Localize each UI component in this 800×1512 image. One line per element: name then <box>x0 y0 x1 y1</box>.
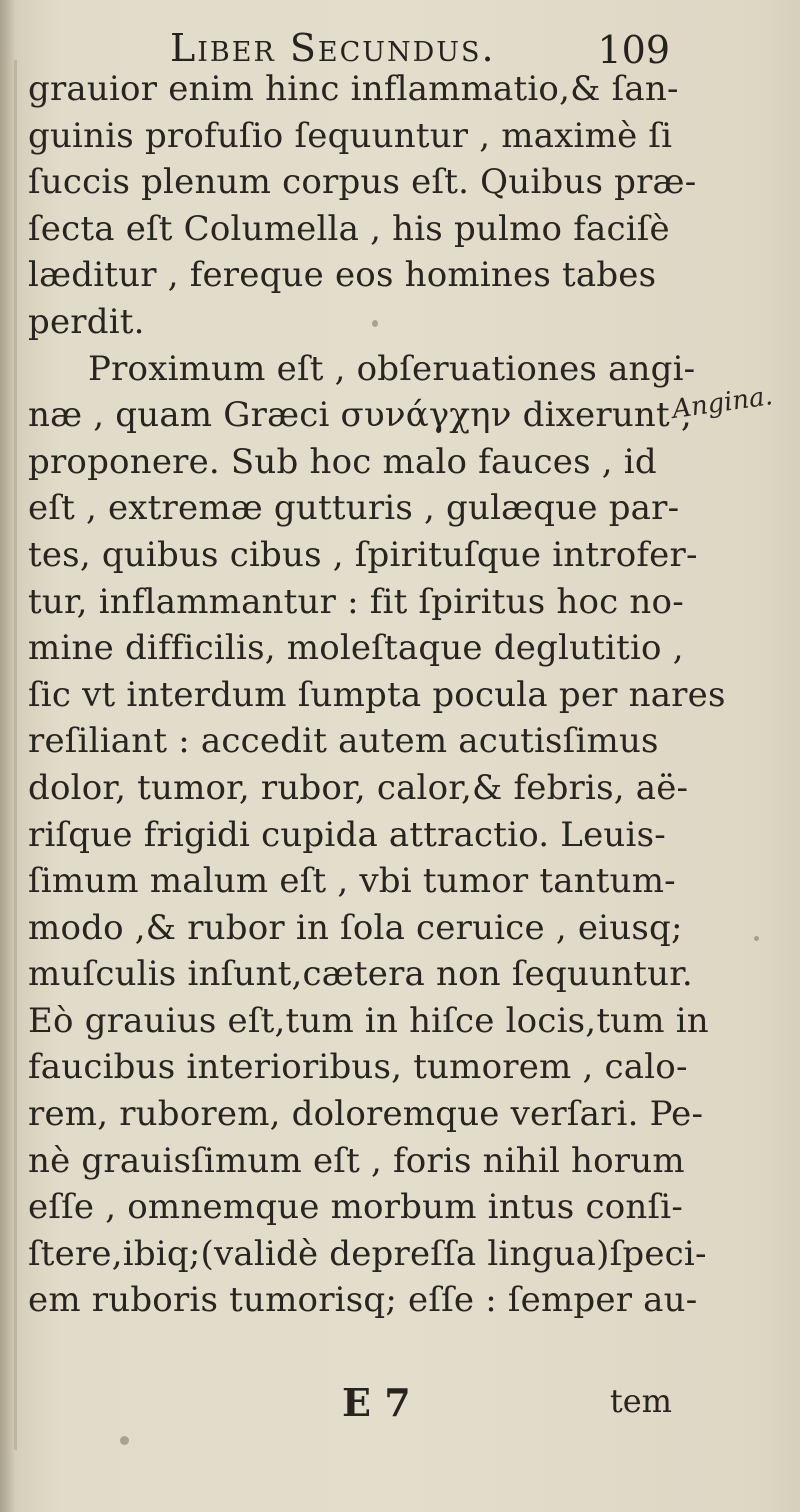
page-number: 109 <box>597 28 670 72</box>
binding-gutter <box>0 0 14 1512</box>
text-line: eſt , extremæ gutturis , gulæque par- <box>28 488 680 529</box>
catchword: tem <box>609 1382 672 1420</box>
ink-spot <box>754 936 759 941</box>
text-line: Proximum eſt , obſeruationes angi- <box>88 348 696 389</box>
text-line: Eò grauius eſt,tum in hiſce locis,tum in <box>28 1000 709 1041</box>
text-line: tes, quibus cibus , ſpirituſque introfer- <box>28 534 698 575</box>
text-line: modo ,& rubor in ſola ceruice , eiusq; <box>28 907 683 948</box>
text-line: ſimum malum eſt , vbi tumor tantum- <box>28 861 676 902</box>
text-line: muſculis inſunt,cætera non ſequuntur. <box>28 954 693 995</box>
ink-spot <box>372 320 378 327</box>
text-line: ſuccis plenum corpus eſt. Quibus præ- <box>28 162 697 203</box>
text-line: guinis profuſio ſequuntur , maximè ſi <box>28 115 673 156</box>
text-line: em ruboris tumorisq; eſſe : ſemper au- <box>28 1280 698 1321</box>
text-line: ſecta eſt Columella , his pulmo faciſè <box>28 208 670 249</box>
text-line: rem, ruborem, doloremque verſari. Pe- <box>28 1094 704 1135</box>
text-line: tur, inflammantur : fit ſpiritus hoc no- <box>28 581 684 622</box>
text-line: ſtere,ibiq;(validè depreſſa lingua)ſpeci- <box>28 1233 707 1274</box>
text-line: reſiliant : accedit autem acutisſimus <box>28 721 659 762</box>
text-line: eſſe , omnemque morbum intus conſi- <box>28 1187 684 1228</box>
text-line: faucibus interioribus, tumorem , calo- <box>28 1047 688 1088</box>
page-footer <box>300 1380 680 1440</box>
signature-mark: E 7 <box>342 1380 411 1425</box>
running-title: Liber Secundus. <box>170 26 496 70</box>
text-line: nè grauisſimum eſt , foris nihil horum <box>28 1140 685 1181</box>
text-line: mine difficilis, moleſtaque deglutitio , <box>28 628 684 669</box>
text-line: dolor, tumor, rubor, calor,& febris, aë- <box>28 767 689 808</box>
text-line: proponere. Sub hoc malo fauces , id <box>28 441 657 482</box>
text-line: grauior enim hinc inflammatio,& ſan- <box>28 69 679 109</box>
text-line: riſque frigidi cupida attractio. Leuis- <box>28 814 666 855</box>
text-line: ſic vt interdum ſumpta pocula per nares <box>28 674 726 715</box>
ink-spot <box>120 1436 129 1445</box>
marginal-annotation: Angina. <box>670 381 775 425</box>
text-line: læditur , fereque eos homines tabes <box>28 255 657 296</box>
text-line: perdit. <box>28 301 145 342</box>
text-line: næ , quam Græci συνάγχην dixerunt , <box>28 395 692 436</box>
gutter-shadow-line <box>14 60 17 1450</box>
